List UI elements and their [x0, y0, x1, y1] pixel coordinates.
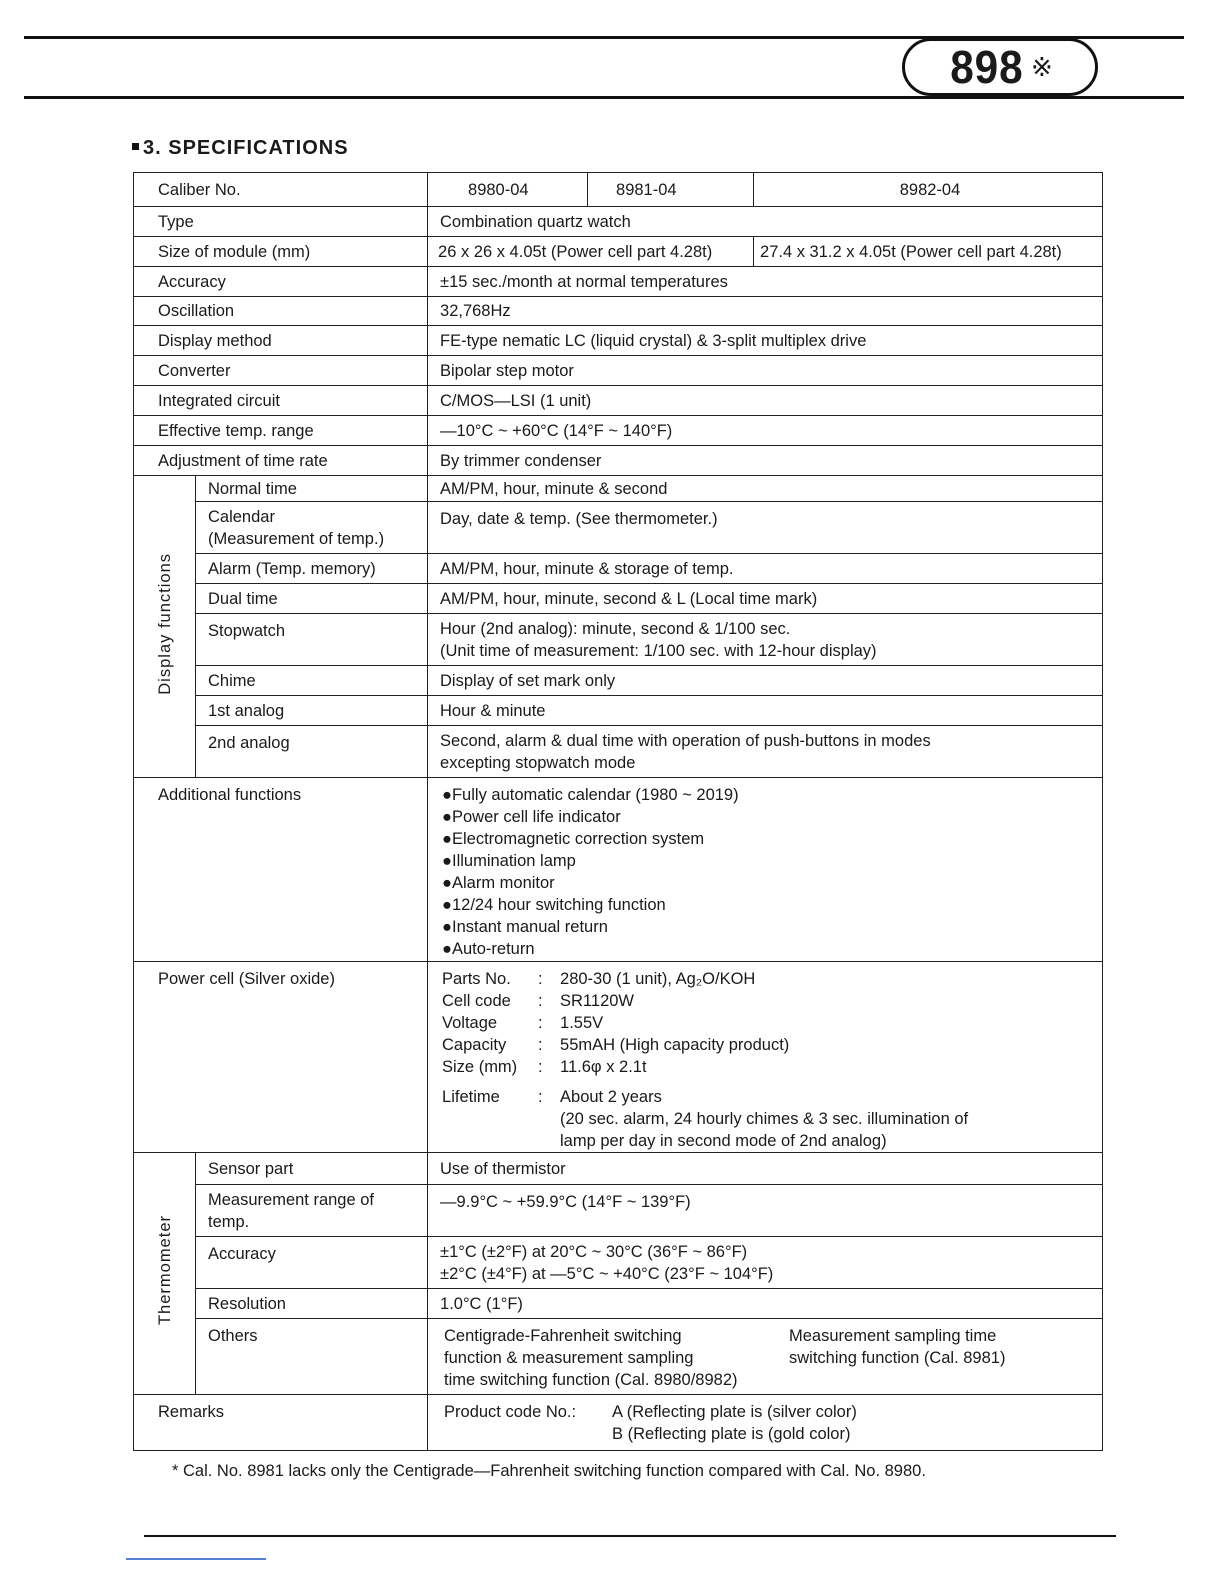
df-row: [134, 696, 1103, 726]
type-row: [134, 207, 1103, 237]
ic-row: [134, 386, 1103, 416]
remarks-label: Remarks: [134, 1395, 428, 1451]
power-cell-label: Power cell (Silver oxide): [134, 962, 428, 1153]
df-row: [134, 502, 1103, 554]
additional-list: [428, 778, 1103, 962]
list-item: ●12/24 hour switching function: [442, 896, 666, 914]
others-value: Centigrade-Fahrenheit switching function & measurement sampling time switching function (Cal. 8980/8982) Measurement sampling time switching function (Cal. 8981): [428, 1319, 1103, 1395]
caliber-8981: 8981-04: [588, 173, 754, 207]
list-item: ●Alarm monitor: [442, 874, 555, 892]
page-mark: [126, 1558, 266, 1560]
type-value: Combination quartz watch: [428, 207, 1103, 237]
df-row: [134, 584, 1103, 614]
display-method-row: [134, 326, 1103, 356]
df-label: Normal time: [196, 476, 428, 502]
temp-range-row: [134, 416, 1103, 446]
converter-value: Bipolar step motor: [428, 356, 1103, 386]
oscillation-label: Oscillation: [134, 297, 428, 326]
list-item: ●Auto-return: [442, 940, 535, 958]
df-label: 2nd analog: [196, 726, 428, 778]
thermometer-group: Thermometer: [134, 1153, 196, 1395]
additional-row: [134, 778, 1103, 962]
converter-row: [134, 356, 1103, 386]
df-label: Alarm (Temp. memory): [196, 554, 428, 584]
additional-label: Additional functions: [134, 778, 428, 962]
th-label: Resolution: [196, 1289, 428, 1319]
df-row: [134, 726, 1103, 778]
adjust-value: By trimmer condenser: [428, 446, 1103, 476]
th-row: [134, 1289, 1103, 1319]
caliber-row: [134, 173, 1103, 207]
df-label: Dual time: [196, 584, 428, 614]
badge-number: 898: [950, 41, 1024, 93]
df-value: Display of set mark only: [428, 666, 1103, 696]
accuracy-label: Accuracy: [134, 267, 428, 297]
power-cell-details: Parts No. : 280-30 (1 unit), Ag₂O/KOH Cell code : SR1120W Voltage : 1.55V Capacity : 55mAH (High capacity product) Size (mm) : 11.6φ x 2.1t Lifetime : About 2 years (20 sec. alarm, 24 hourly chimes & 3 sec. illumination of lamp per day in second mode of 2nd analog): [428, 962, 1103, 1153]
th-row: [134, 1185, 1103, 1237]
adjust-label: Adjustment of time rate: [134, 446, 428, 476]
bottom-rule: [144, 1535, 1116, 1537]
accuracy-value: ±15 sec./month at normal temperatures: [428, 267, 1103, 297]
df-label: Stopwatch: [196, 614, 428, 666]
th-row: [134, 1153, 1103, 1185]
oscillation-value: 32,768Hz: [428, 297, 1103, 326]
caliber-8980: 8980-04: [428, 173, 588, 207]
display-functions-group: Display functions: [134, 476, 196, 778]
df-value: Day, date & temp. (See thermometer.): [428, 502, 1103, 554]
df-row: [134, 476, 1103, 502]
badge-mark: ※: [1030, 51, 1053, 82]
df-value: Hour & minute: [428, 696, 1103, 726]
size-value-b: 27.4 x 31.2 x 4.05t (Power cell part 4.28t): [754, 237, 1103, 267]
size-label: Size of module (mm): [134, 237, 428, 267]
ic-label: Integrated circuit: [134, 386, 428, 416]
display-method-label: Display method: [134, 326, 428, 356]
df-value: AM/PM, hour, minute & second: [428, 476, 1103, 502]
th-row: [134, 1319, 1103, 1395]
remarks-row: [134, 1395, 1103, 1451]
oscillation-row: [134, 297, 1103, 326]
display-method-value: FE-type nematic LC (liquid crystal) & 3-split multiplex drive: [428, 326, 1103, 356]
df-value: AM/PM, hour, minute, second & L (Local time mark): [428, 584, 1103, 614]
type-label: Type: [134, 207, 428, 237]
temp-range-value: —10°C ~ +60°C (14°F ~ 140°F): [428, 416, 1103, 446]
list-item: ●Electromagnetic correction system: [442, 830, 705, 848]
th-row: [134, 1237, 1103, 1289]
bullet-square-icon: [132, 143, 139, 150]
df-value: Second, alarm & dual time with operation of push-buttons in modes excepting stopwatch mode: [428, 726, 1103, 778]
temp-range-label: Effective temp. range: [134, 416, 428, 446]
adjust-row: [134, 446, 1103, 476]
size-row: [134, 237, 1103, 267]
others-label: Others: [196, 1319, 428, 1395]
df-label: Chime: [196, 666, 428, 696]
th-label: Accuracy: [196, 1237, 428, 1289]
footnote: * Cal. No. 8981 lacks only the Centigrade—Fahrenheit switching function compared with Cal. No. 8980.: [172, 1462, 926, 1480]
th-value: 1.0°C (1°F): [428, 1289, 1103, 1319]
list-item: ●Illumination lamp: [442, 852, 576, 870]
list-item: ●Instant manual return: [442, 918, 608, 936]
list-item: ●Fully automatic calendar (1980 ~ 2019): [442, 786, 739, 804]
df-value: Hour (2nd analog): minute, second & 1/100 sec. (Unit time of measurement: 1/100 sec. with 12-hour display): [428, 614, 1103, 666]
accuracy-row: [134, 267, 1103, 297]
model-badge: [902, 38, 1098, 96]
th-value: Use of thermistor: [428, 1153, 1103, 1185]
df-value: AM/PM, hour, minute & storage of temp.: [428, 554, 1103, 584]
th-label: Sensor part: [196, 1153, 428, 1185]
caliber-8982: 8982-04: [754, 173, 1103, 207]
df-label: 1st analog: [196, 696, 428, 726]
th-value: ±1°C (±2°F) at 20°C ~ 30°C (36°F ~ 86°F) ±2°C (±4°F) at —5°C ~ +40°C (23°F ~ 104°F): [428, 1237, 1103, 1289]
df-row: [134, 614, 1103, 666]
power-cell-row: [134, 962, 1103, 1153]
list-item: ●Power cell life indicator: [442, 808, 621, 826]
converter-label: Converter: [134, 356, 428, 386]
size-value-a: 26 x 26 x 4.05t (Power cell part 4.28t): [428, 237, 754, 267]
section-heading: 3. SPECIFICATIONS: [132, 137, 349, 160]
df-label: Calendar (Measurement of temp.): [196, 502, 428, 554]
th-label: Measurement range of temp.: [196, 1185, 428, 1237]
ic-value: C/MOS—LSI (1 unit): [428, 386, 1103, 416]
caliber-label: Caliber No.: [134, 173, 428, 207]
th-value: —9.9°C ~ +59.9°C (14°F ~ 139°F): [428, 1185, 1103, 1237]
specifications-table: [133, 172, 1103, 1451]
remarks-value: Product code No.: A (Reflecting plate is (silver color) B (Reflecting plate is (gold color): [428, 1395, 1103, 1451]
df-row: [134, 554, 1103, 584]
df-row: [134, 666, 1103, 696]
header-rule: [24, 96, 1184, 99]
